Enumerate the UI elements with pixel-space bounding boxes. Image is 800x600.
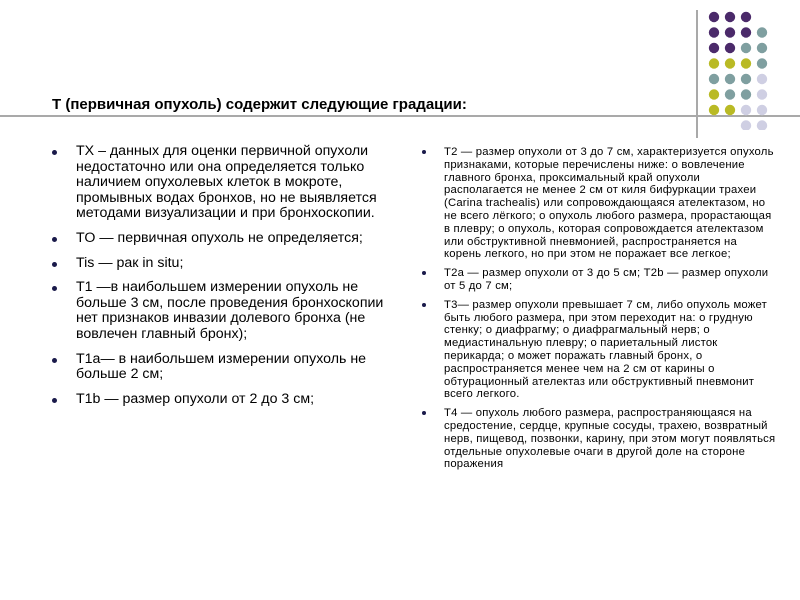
bullet-icon: [52, 150, 57, 155]
decorative-dot: [741, 74, 751, 84]
list-item-text: TO — первичная опухоль не определяется;: [76, 229, 363, 246]
decorative-dot: [741, 120, 751, 130]
decorative-dot: [709, 105, 719, 115]
decorative-dot: [757, 105, 767, 115]
list-item: [52, 256, 387, 272]
decorative-dot: [709, 43, 719, 53]
decorative-dot: [757, 89, 767, 99]
decorative-dot: [709, 74, 719, 84]
bullet-icon: [52, 358, 57, 363]
bullet-icon: [422, 303, 426, 307]
list-item: [422, 407, 777, 471]
decorative-dot: [725, 105, 735, 115]
decorative-dot: [725, 27, 735, 37]
slide-title: T (первичная опухоль) содержит следующие градации:: [52, 96, 467, 113]
decorative-dot: [725, 12, 735, 22]
list-item: [52, 231, 387, 247]
list-item-text: T2 — размер опухоли от 3 до 7 см, характеризуется опухоль признаками, которые перечислены ниже: о вовлечение главного бронха, проксимальный край опухоли располагается не менее 2 см от киля бифуркации трахеи (Carina trachealis) или сопровождающаяся ателектазом, но не всего лёгкого; о опухоль любого размера, прорастающая в плевру; о опухоль, которая сопровождается ателектазом или обструктивной пневмонией, распространяется на корень легкого, но при этом не поражает все легкое;: [444, 146, 774, 261]
decorative-dot: [741, 89, 751, 99]
list-item: [422, 267, 777, 293]
bullet-icon: [422, 271, 426, 275]
list-item: [422, 299, 777, 401]
bullet-icon: [422, 150, 426, 154]
right-column-list: [422, 146, 777, 477]
bullet-icon: [52, 237, 57, 242]
divider-horizontal: [0, 115, 800, 117]
bullet-icon: [52, 286, 57, 291]
decorative-dot: [741, 12, 751, 22]
decorative-dot: [725, 74, 735, 84]
decorative-dot: [741, 105, 751, 115]
decorative-dot-grid: [708, 10, 788, 130]
bullet-icon: [422, 411, 426, 415]
decorative-dot: [757, 27, 767, 37]
bullet-icon: [52, 398, 57, 403]
decorative-dot: [757, 43, 767, 53]
list-item: [52, 280, 387, 342]
list-item-text: T1 —в наибольшем измерении опухоль не больше 3 см, после проведения бронхоскопии нет признаков инвазии долевого бронха (не вовлечен главный бронх);: [76, 279, 384, 342]
list-item: [52, 392, 387, 408]
list-item-text: TX – данных для оценки первичной опухоли недостаточно или она определяется только наличием опухолевых клеток в мокроте, промывных водах бронхов, но не выявляется методами визуализации и при бронхоскопии.: [76, 143, 377, 222]
left-column-list: [52, 144, 387, 416]
list-item-text: T1b — размер опухоли от 2 до 3 см;: [76, 390, 315, 407]
list-item: [422, 146, 777, 261]
decorative-dot: [757, 58, 767, 68]
decorative-dot: [709, 27, 719, 37]
list-item-text: Tis — рак in situ;: [76, 254, 184, 271]
decorative-dot: [757, 120, 767, 130]
decorative-dot: [741, 58, 751, 68]
decorative-dot: [725, 58, 735, 68]
decorative-dot: [725, 89, 735, 99]
decorative-dot: [741, 43, 751, 53]
decorative-dot: [725, 43, 735, 53]
decorative-dot: [757, 74, 767, 84]
divider-vertical: [696, 10, 698, 138]
list-item: [52, 352, 387, 383]
decorative-dot: [709, 58, 719, 68]
list-item: [52, 144, 387, 222]
decorative-dot: [709, 12, 719, 22]
bullet-icon: [52, 262, 57, 267]
list-item-text: T2a — размер опухоли от 3 до 5 см; T2b — размер опухоли от 5 до 7 см;: [444, 267, 769, 292]
decorative-dot: [741, 27, 751, 37]
list-item-text: T3— размер опухоли превышает 7 см, либо опухоль может быть любого размера, при этом переходит на: о грудную стенку; о диафрагму; о диафрагмальный нерв; о медиастинальную плевру; о париетальный листок перикарда; о может поражать главный бронх, о распространяется менее чем на 2 см от карины о обтурационный ателектаз или обструктивный пневмонит всего легкого.: [444, 298, 768, 401]
list-item-text: T4 — опухоль любого размера, распространяющаяся на средостение, сердце, крупные сосуды, трахею, возвратный нерв, пищевод, позвонки, карину, при этом могут появляться отдельные опухолевые очаги в другой доле на стороне поражения: [444, 407, 776, 471]
list-item-text: T1a— в наибольшем измерении опухоль не больше 2 см;: [76, 350, 367, 383]
decorative-dot: [709, 89, 719, 99]
